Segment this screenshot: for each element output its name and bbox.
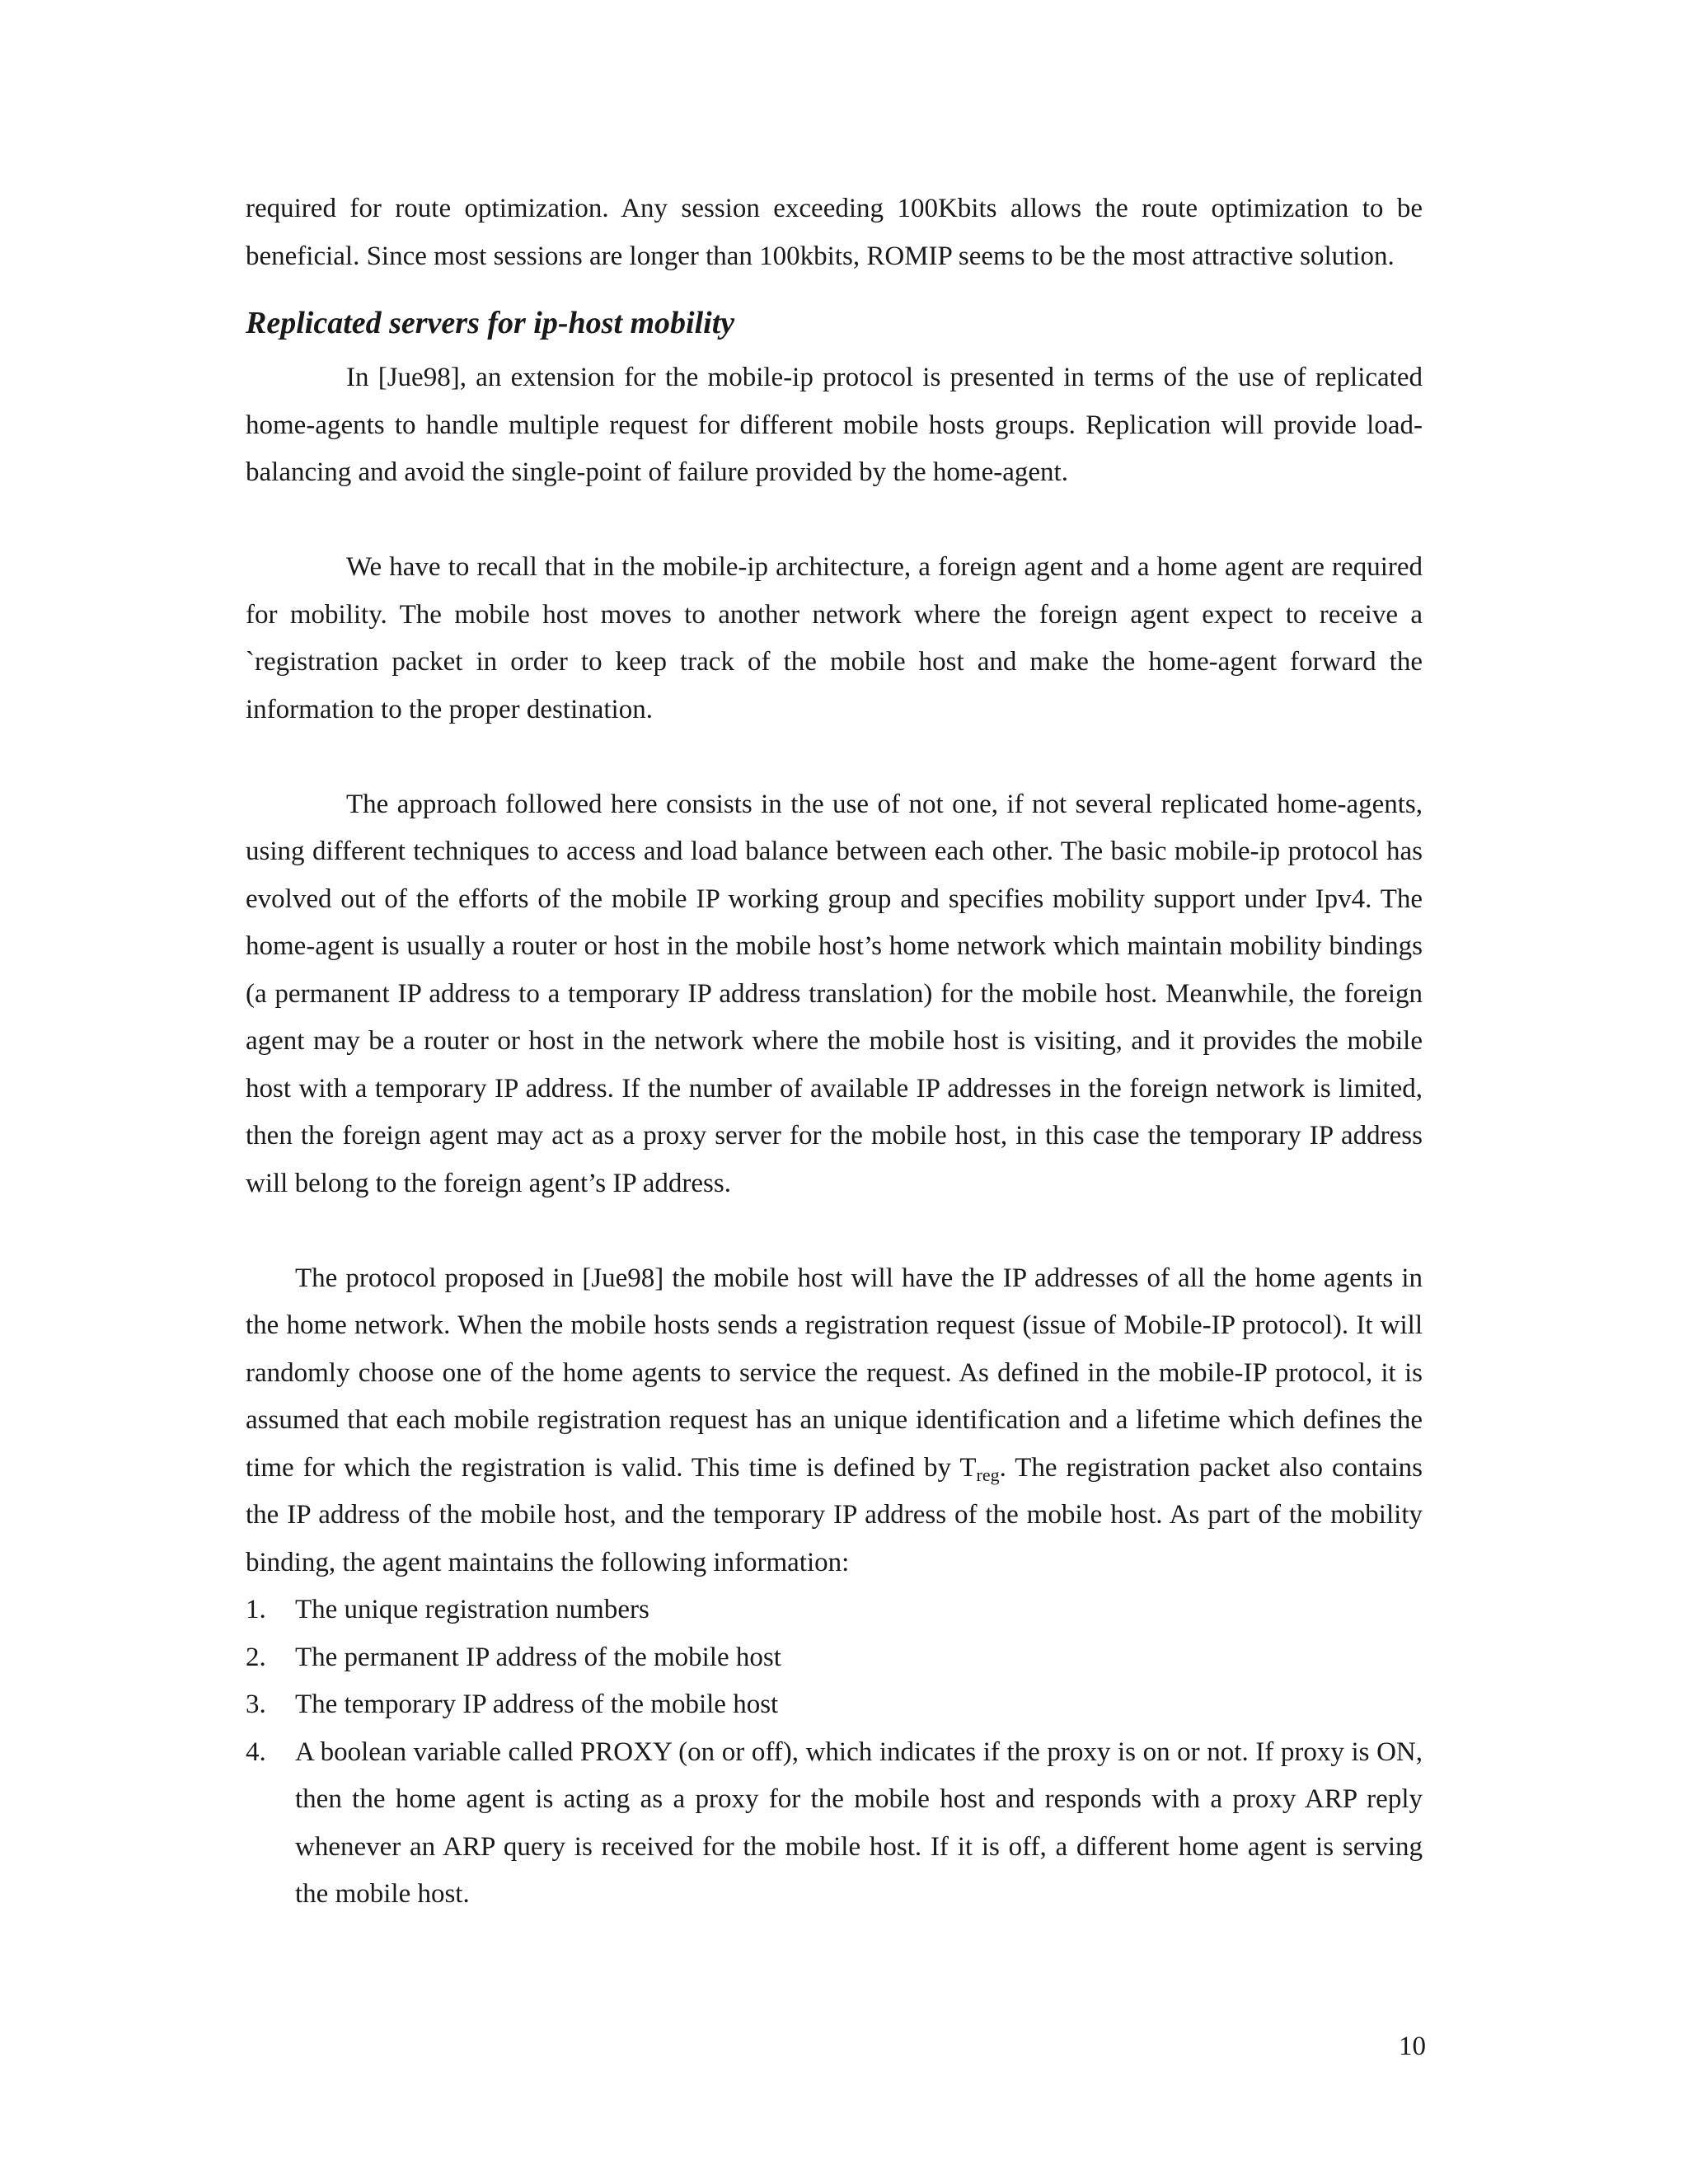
- list-item: [246, 1729, 1423, 1919]
- paragraph-3: The approach followed here consists in the use of not one, if not several replicated home-agents, using different techniques to access and load balance between each other. The basic mobile-ip protocol has evolved out of the efforts of the mobile IP working group and specifies mobility support under Ipv4. The home-agent is usually a router or host in the mobile host’s home network which maintain mobility bindings (a permanent IP address to a temporary IP address translation) for the mobile host. Meanwhile, the foreign agent may be a router or host in the network where the mobile host is visiting, and it provides the mobile host with a temporary IP address. If the number of available IP addresses in the foreign network is limited, then the foreign agent may act as a proxy server for the mobile host, in this case the temporary IP address will belong to the foreign agent’s IP address.: [246, 789, 1423, 1198]
- paragraph-4: [246, 1255, 1423, 1587]
- list-item: [246, 1634, 1423, 1682]
- section-heading: Replicated servers for ip-host mobility: [246, 306, 735, 340]
- list-item-number: 4.: [246, 1736, 266, 1767]
- document-page: [246, 185, 1423, 1919]
- list-item-text: The permanent IP address of the mobile host: [295, 1642, 781, 1672]
- paragraph-2: We have to recall that in the mobile-ip architecture, a foreign agent and a home agent are required for mobility. The mobile host moves to another network where the foreign agent expect to receive a `registration packet in order to keep track of the mobile host and make the home-agent forward the information to the proper destination.: [246, 552, 1423, 724]
- page-number: 10: [1399, 2032, 1426, 2061]
- list-item: [246, 1586, 1423, 1634]
- paragraph-4-text-b: . The registration packet also contains the IP address of the mobile host, and the temporary IP address of the mobile host. As part of the mobility binding, the agent maintains the following information:: [246, 1452, 1423, 1577]
- list-item: [246, 1681, 1423, 1729]
- list-item-text: The temporary IP address of the mobile host: [295, 1690, 779, 1719]
- list-item-number: 2.: [246, 1642, 266, 1672]
- paragraph-gap: [246, 497, 1423, 545]
- list-item-number: 3.: [246, 1690, 266, 1719]
- binding-info-list: [246, 1586, 1423, 1919]
- intro-paragraph: required for route optimization. Any session exceeding 100Kbits allows the route optimization to be beneficial. Since most sessions are longer than 100kbits, ROMIP seems to be the most attractive solution.: [246, 194, 1423, 271]
- paragraph-4-text-a: The protocol proposed in [Jue98] the mobile host will have the IP addresses of all the home agents in the home network. When the mobile hosts sends a registration request (issue of Mobile-IP protocol). It will randomly choose one of the home agents to service the request. As defined in the mobile-IP protocol, it is assumed that each mobile registration request has an unique identification and a lifetime which defines the time for which the registration is valid. This time is defined by T: [246, 1263, 1423, 1483]
- list-item-text: The unique registration numbers: [295, 1595, 649, 1624]
- list-item-number: 1.: [246, 1595, 266, 1624]
- paragraph-gap: [246, 733, 1423, 781]
- treg-subscript: reg: [976, 1464, 1000, 1485]
- list-item-text: A boolean variable called PROXY (on or off), which indicates if the proxy is on or not. If proxy is ON, then the home agent is acting as a proxy for the mobile host and responds with a proxy ARP reply whenever an ARP query is received for the mobile host. If it is off, a different home agent is serving the mobile host.: [295, 1736, 1423, 1909]
- paragraph-1: In [Jue98], an extension for the mobile-ip protocol is presented in terms of the use of replicated home-agents to handle multiple request for different mobile hosts groups. Replication will provide load-balancing and avoid the single-point of failure provided by the home-agent.: [246, 363, 1423, 487]
- paragraph-gap: [246, 1207, 1423, 1255]
